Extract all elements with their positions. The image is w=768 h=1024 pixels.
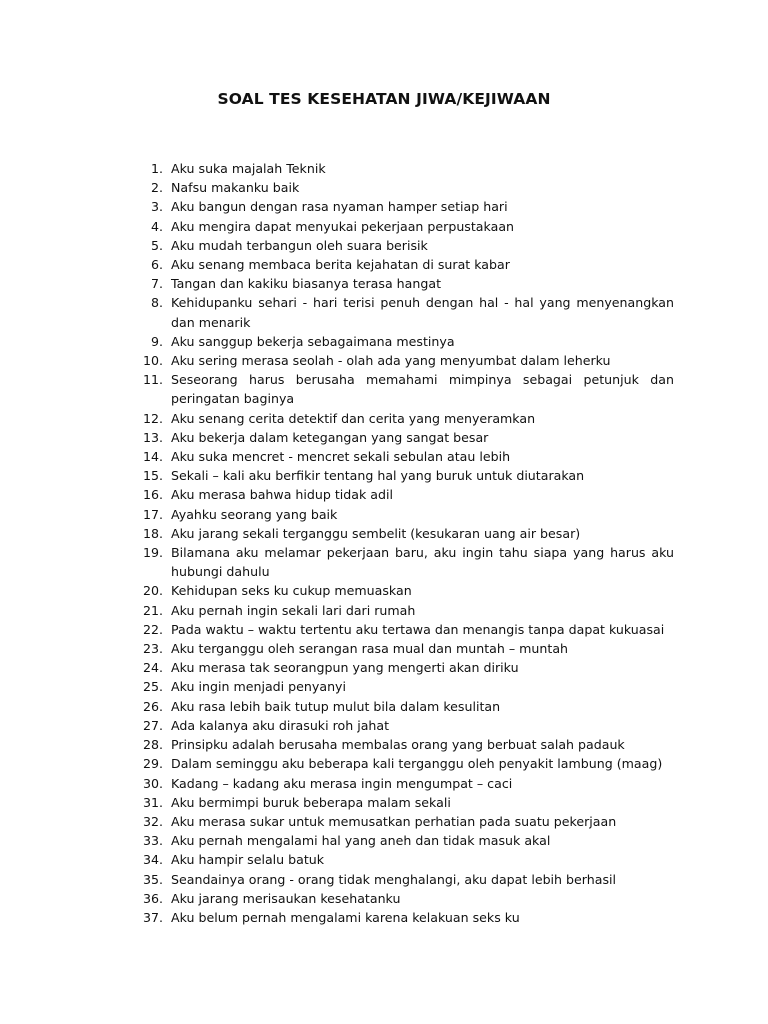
question-number: 15. — [142, 468, 163, 484]
question-number: 6. — [150, 257, 163, 273]
question-item — [133, 524, 674, 543]
question-number: 16. — [142, 487, 163, 503]
question-number: 9. — [150, 333, 163, 349]
question-text: Aku suka mencret - mencret sekali sebulan atau lebih — [171, 449, 511, 465]
question-number: 14. — [142, 449, 163, 465]
question-item — [133, 774, 674, 793]
question-text: Aku senang membaca berita kejahatan di surat kabar — [171, 257, 510, 273]
question-text: Aku pernah ingin sekali lari dari rumah — [171, 602, 416, 618]
question-item — [133, 658, 674, 677]
question-text: Aku rasa lebih baik tutup mulut bila dalam kesulitan — [171, 698, 501, 714]
question-item — [133, 197, 674, 216]
question-item — [133, 697, 674, 716]
question-number: 7. — [150, 276, 163, 292]
question-text: Sekali – kali aku berfikir tentang hal yang buruk untuk diutarakan — [171, 468, 585, 484]
question-number: 19. — [142, 545, 163, 561]
question-item — [133, 831, 674, 850]
question-number: 26. — [142, 698, 163, 714]
question-text: Kadang – kadang aku merasa ingin mengumpat – caci — [171, 775, 513, 791]
question-number: 18. — [142, 525, 163, 541]
question-item — [133, 793, 674, 812]
question-text: Aku bangun dengan rasa nyaman hamper setiap hari — [171, 199, 508, 215]
question-text: Aku sering merasa seolah - olah ada yang menyumbat dalam leherku — [171, 353, 611, 369]
question-number: 27. — [142, 717, 163, 733]
question-number: 8. — [150, 295, 163, 311]
question-text: Tangan dan kakiku biasanya terasa hangat — [171, 276, 442, 292]
question-number: 17. — [142, 506, 163, 522]
question-text: Aku belum pernah mengalami karena kelakuan seks ku — [171, 909, 520, 925]
question-text: Dalam seminggu aku beberapa kali terganggu oleh penyakit lambung (maag) — [171, 756, 663, 772]
question-list — [133, 159, 674, 927]
question-number: 22. — [142, 621, 163, 637]
question-text: Prinsipku adalah berusaha membalas orang yang berbuat salah padauk — [171, 737, 625, 753]
question-number: 2. — [150, 180, 163, 196]
question-item — [133, 505, 674, 524]
question-text: Aku jarang merisaukan kesehatanku — [171, 890, 401, 906]
question-item — [133, 178, 674, 197]
question-item — [133, 466, 674, 485]
question-number: 29. — [142, 756, 163, 772]
question-number: 12. — [142, 410, 163, 426]
question-number: 31. — [142, 794, 163, 810]
question-item — [133, 850, 674, 869]
question-text: Seseorang harus berusaha memahami mimpinya sebagai petunjuk dan peringatan baginya — [171, 372, 674, 407]
question-number: 3. — [150, 199, 163, 215]
question-item — [133, 870, 674, 889]
question-item — [133, 370, 674, 408]
question-item — [133, 812, 674, 831]
question-number: 11. — [142, 372, 163, 388]
question-number: 5. — [150, 237, 163, 253]
question-item — [133, 601, 674, 620]
question-number: 33. — [142, 833, 163, 849]
question-text: Aku hampir selalu batuk — [171, 852, 325, 868]
question-text: Aku bekerja dalam ketegangan yang sangat besar — [171, 429, 489, 445]
question-number: 35. — [142, 871, 163, 887]
question-number: 24. — [142, 660, 163, 676]
question-text: Aku pernah mengalami hal yang aneh dan tidak masuk akal — [171, 833, 551, 849]
question-item — [133, 485, 674, 504]
document-title: SOAL TES KESEHATAN JIWA/KEJIWAAN — [217, 90, 551, 108]
question-text: Ayahku seorang yang baik — [171, 506, 338, 522]
question-text: Nafsu makanku baik — [171, 180, 300, 196]
question-number: 37. — [142, 909, 163, 925]
question-text: Aku merasa tak seorangpun yang mengerti akan diriku — [171, 660, 519, 676]
question-item — [133, 332, 674, 351]
question-number: 1. — [150, 161, 163, 176]
question-number: 4. — [150, 218, 163, 234]
question-item — [133, 351, 674, 370]
question-number: 10. — [142, 353, 163, 369]
question-number: 30. — [142, 775, 163, 791]
question-item — [133, 754, 674, 773]
question-text: Seandainya orang - orang tidak menghalangi, aku dapat lebih berhasil — [171, 871, 616, 887]
question-item — [133, 889, 674, 908]
question-number: 34. — [142, 852, 163, 868]
question-number: 25. — [142, 679, 163, 695]
question-item — [133, 447, 674, 466]
question-item — [133, 255, 674, 274]
question-text: Aku suka majalah Teknik — [171, 161, 326, 176]
question-text: Aku mengira dapat menyukai pekerjaan perpustakaan — [171, 218, 515, 234]
question-item — [133, 716, 674, 735]
question-item — [133, 293, 674, 331]
question-text: Kehidupan seks ku cukup memuaskan — [171, 583, 412, 599]
question-text: Aku merasa bahwa hidup tidak adil — [171, 487, 394, 503]
question-item — [133, 735, 674, 754]
question-number: 28. — [142, 737, 163, 753]
question-item — [133, 908, 674, 927]
question-item — [133, 409, 674, 428]
question-item — [133, 217, 674, 236]
question-text: Aku jarang sekali terganggu sembelit (kesukaran uang air besar) — [171, 525, 581, 541]
question-text: Aku senang cerita detektif dan cerita yang menyeramkan — [171, 410, 536, 426]
question-text: Bilamana aku melamar pekerjaan baru, aku ingin tahu siapa yang harus aku hubungi dahulu — [171, 545, 674, 580]
question-number: 21. — [142, 602, 163, 618]
question-text: Aku terganggu oleh serangan rasa mual dan muntah – muntah — [171, 641, 569, 657]
question-item — [133, 677, 674, 696]
question-text: Ada kalanya aku dirasuki roh jahat — [171, 717, 390, 733]
question-text: Pada waktu – waktu tertentu aku tertawa dan menangis tanpa dapat kukuasai — [171, 621, 665, 637]
question-item — [133, 236, 674, 255]
question-text: Aku bermimpi buruk beberapa malam sekali — [171, 794, 451, 810]
question-number: 20. — [142, 583, 163, 599]
question-item — [133, 639, 674, 658]
question-text: Aku sanggup bekerja sebagaimana mestinya — [171, 333, 455, 349]
question-text: Aku mudah terbangun oleh suara berisik — [171, 237, 428, 253]
question-item — [133, 543, 674, 581]
question-item — [133, 274, 674, 293]
question-item — [133, 620, 674, 639]
question-item — [133, 581, 674, 600]
question-number: 13. — [142, 429, 163, 445]
question-text: Aku merasa sukar untuk memusatkan perhatian pada suatu pekerjaan — [171, 813, 617, 829]
question-text: Kehidupanku sehari - hari terisi penuh dengan hal - hal yang menyenangkan dan menarik — [171, 295, 674, 330]
question-number: 36. — [142, 890, 163, 906]
question-item — [133, 159, 674, 178]
question-number: 23. — [142, 641, 163, 657]
question-text: Aku ingin menjadi penyanyi — [171, 679, 347, 695]
question-number: 32. — [142, 813, 163, 829]
question-item — [133, 428, 674, 447]
